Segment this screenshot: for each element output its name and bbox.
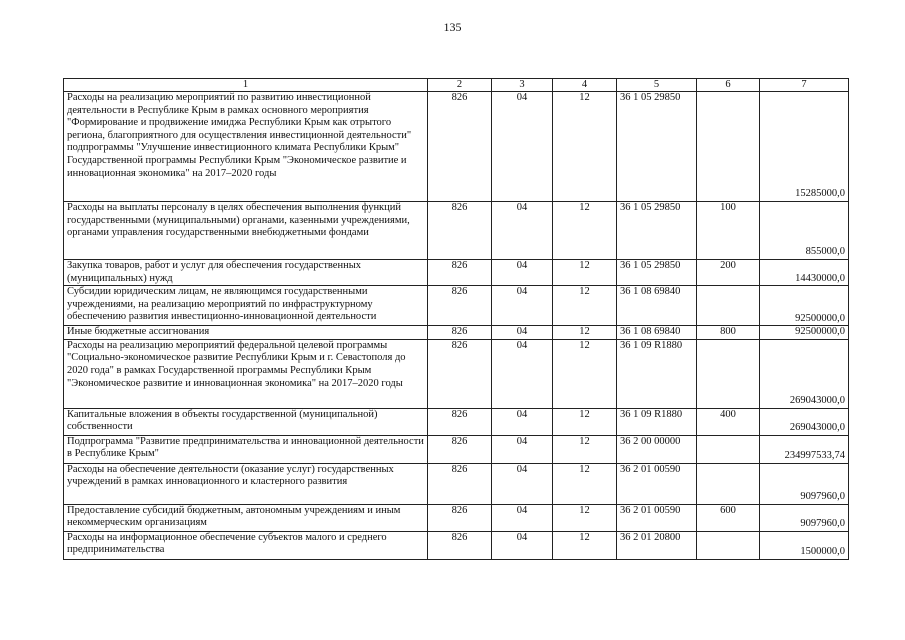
budget-table [63, 78, 849, 560]
table-row [64, 326, 849, 340]
row-target-article: 36 1 05 29850 [617, 260, 697, 286]
column-header: 5 [617, 79, 697, 92]
row-section-code: 04 [492, 286, 553, 326]
row-description: Расходы на реализацию мероприятий по развитию инвестиционной деятельности в Республике Крым в рамках основного мероприятия "Формирование и продвижение имиджа Республики Крым как отрытого региона, благоприятного для осуществления инвестиционной деятельности" подпрограммы "Улучшение инвестиционного климата Республики Крым" Государственной программы Республики Крым "Экономическое развитие и инновационная экономика" на 2017–2020 годы [64, 92, 428, 202]
row-ministry-code: 826 [428, 326, 492, 340]
row-section-code: 04 [492, 260, 553, 286]
row-subsection-code: 12 [553, 463, 617, 504]
column-header: 7 [760, 79, 849, 92]
row-ministry-code: 826 [428, 92, 492, 202]
row-target-article: 36 2 00 00000 [617, 435, 697, 463]
table-row [64, 435, 849, 463]
row-ministry-code: 826 [428, 339, 492, 408]
row-description: Иные бюджетные ассигнования [64, 326, 428, 340]
row-section-code: 04 [492, 92, 553, 202]
row-amount: 1500000,0 [760, 531, 849, 559]
row-ministry-code: 826 [428, 202, 492, 260]
row-amount: 15285000,0 [760, 92, 849, 202]
row-description: Капитальные вложения в объекты государственной (муниципальной) собственности [64, 408, 428, 435]
row-amount: 92500000,0 [760, 326, 849, 340]
table-row [64, 339, 849, 408]
row-amount: 9097960,0 [760, 504, 849, 531]
column-header: 6 [697, 79, 760, 92]
row-description: Расходы на обеспечение деятельности (оказание услуг) государственных учреждений в рамках инновационного и кластерного развития [64, 463, 428, 504]
row-section-code: 04 [492, 504, 553, 531]
table-row [64, 92, 849, 202]
row-expense-type [697, 339, 760, 408]
row-amount: 234997533,74 [760, 435, 849, 463]
row-section-code: 04 [492, 202, 553, 260]
row-section-code: 04 [492, 326, 553, 340]
row-expense-type: 200 [697, 260, 760, 286]
row-subsection-code: 12 [553, 504, 617, 531]
table-header-row [64, 79, 849, 92]
row-amount: 269043000,0 [760, 339, 849, 408]
row-description: Субсидии юридическим лицам, не являющимся государственными учреждениями, на реализацию мероприятий по инфраструктурному обеспечению развития инвестиционно-инновационной деятельности [64, 286, 428, 326]
row-amount: 269043000,0 [760, 408, 849, 435]
table-row [64, 202, 849, 260]
row-target-article: 36 2 01 00590 [617, 504, 697, 531]
row-expense-type [697, 531, 760, 559]
table-row [64, 260, 849, 286]
table-row [64, 286, 849, 326]
row-description: Расходы на реализацию мероприятий федеральной целевой программы "Социально-экономическое развитие Республики Крым и г. Севастополя до 2020 года" в рамках Государственной программы Республики Крым "Экономическое развитие и инновационная экономика" на 2017–2020 годы [64, 339, 428, 408]
row-amount: 855000,0 [760, 202, 849, 260]
row-section-code: 04 [492, 463, 553, 504]
row-subsection-code: 12 [553, 92, 617, 202]
row-description: Расходы на выплаты персоналу в целях обеспечения выполнения функций государственными (муниципальными) органами, казенными учреждениями, органами управления государственными внебюджетными фондами [64, 202, 428, 260]
row-ministry-code: 826 [428, 408, 492, 435]
row-description: Закупка товаров, работ и услуг для обеспечения государственных (муниципальных) нужд [64, 260, 428, 286]
row-amount: 9097960,0 [760, 463, 849, 504]
row-target-article: 36 1 08 69840 [617, 286, 697, 326]
row-description: Предоставление субсидий бюджетным, автономным учреждениям и иным некоммерческим организациям [64, 504, 428, 531]
row-subsection-code: 12 [553, 408, 617, 435]
row-target-article: 36 1 09 R1880 [617, 408, 697, 435]
row-section-code: 04 [492, 531, 553, 559]
row-expense-type: 400 [697, 408, 760, 435]
column-header: 4 [553, 79, 617, 92]
table-row [64, 531, 849, 559]
row-amount: 14430000,0 [760, 260, 849, 286]
row-subsection-code: 12 [553, 202, 617, 260]
row-target-article: 36 1 05 29850 [617, 92, 697, 202]
column-header: 2 [428, 79, 492, 92]
row-target-article: 36 2 01 20800 [617, 531, 697, 559]
table-row [64, 408, 849, 435]
table-row [64, 504, 849, 531]
row-section-code: 04 [492, 435, 553, 463]
row-ministry-code: 826 [428, 260, 492, 286]
row-expense-type: 600 [697, 504, 760, 531]
row-amount: 92500000,0 [760, 286, 849, 326]
row-subsection-code: 12 [553, 326, 617, 340]
table-row [64, 463, 849, 504]
column-header: 3 [492, 79, 553, 92]
row-subsection-code: 12 [553, 339, 617, 408]
row-expense-type [697, 463, 760, 504]
row-target-article: 36 1 09 R1880 [617, 339, 697, 408]
row-section-code: 04 [492, 339, 553, 408]
row-target-article: 36 1 05 29850 [617, 202, 697, 260]
row-ministry-code: 826 [428, 531, 492, 559]
row-subsection-code: 12 [553, 286, 617, 326]
row-expense-type [697, 435, 760, 463]
row-description: Подпрограмма "Развитие предпринимательства и инновационной деятельности в Республике Крым" [64, 435, 428, 463]
row-subsection-code: 12 [553, 531, 617, 559]
row-description: Расходы на информационное обеспечение субъектов малого и среднего предпринимательства [64, 531, 428, 559]
row-ministry-code: 826 [428, 463, 492, 504]
row-expense-type: 100 [697, 202, 760, 260]
row-expense-type [697, 286, 760, 326]
row-ministry-code: 826 [428, 435, 492, 463]
row-ministry-code: 826 [428, 504, 492, 531]
page-number: 135 [443, 20, 462, 34]
row-ministry-code: 826 [428, 286, 492, 326]
row-target-article: 36 1 08 69840 [617, 326, 697, 340]
row-section-code: 04 [492, 408, 553, 435]
row-expense-type [697, 92, 760, 202]
row-target-article: 36 2 01 00590 [617, 463, 697, 504]
row-expense-type: 800 [697, 326, 760, 340]
row-subsection-code: 12 [553, 260, 617, 286]
row-subsection-code: 12 [553, 435, 617, 463]
column-header: 1 [64, 79, 428, 92]
